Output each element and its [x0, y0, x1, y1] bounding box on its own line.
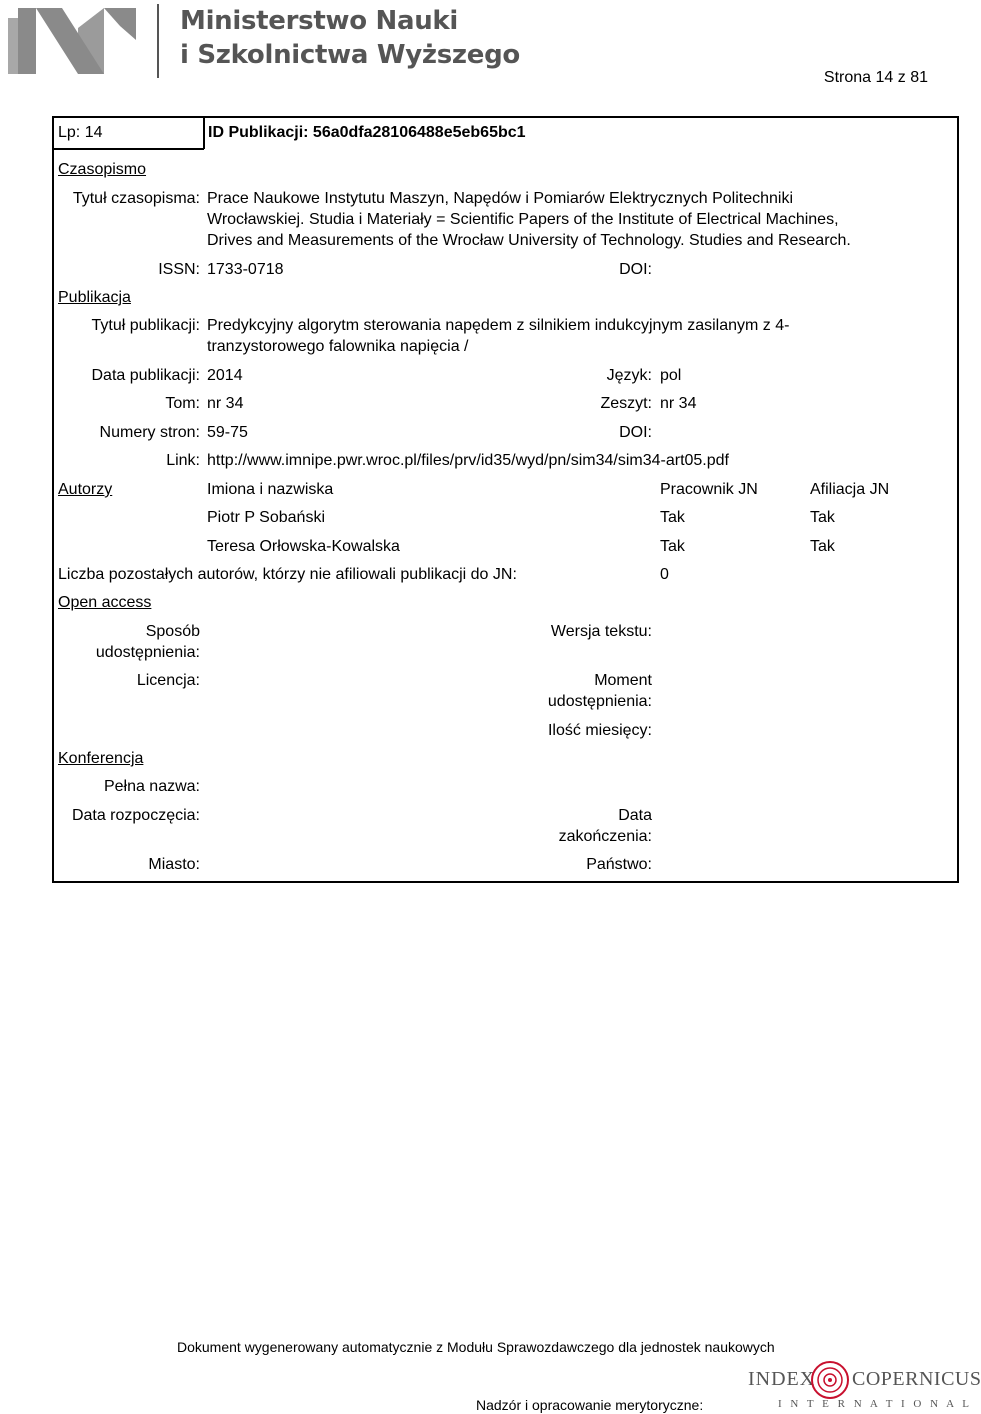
issn-label: ISSN: — [158, 261, 200, 278]
language-value: pol — [660, 367, 682, 384]
page-number: Strona 14 z 81 — [823, 69, 928, 86]
issn-value: 1733-0718 — [207, 261, 284, 278]
other-authors-label: Liczba pozostałych autorów, którzy nie afiliowali publikacji do JN: — [58, 566, 517, 583]
section-open-access: Open access — [58, 594, 152, 611]
journal-doi-label: DOI: — [619, 261, 652, 278]
publication-title-line2: tranzystorowego falownika napięcia / — [207, 338, 469, 355]
ministry-name-line1: Ministerstwo Nauki — [180, 6, 459, 36]
access-moment-label-1: Moment — [594, 672, 652, 689]
ic-international-text: I N T E R N A T I O N A L — [778, 1398, 972, 1410]
id-cell-divider — [203, 117, 205, 149]
publication-doi-label: DOI: — [619, 424, 652, 441]
link-label: Link: — [166, 452, 200, 469]
text-version-label: Wersja tekstu: — [550, 623, 652, 640]
publication-title-line1: Predykcyjny algorytm sterowania napędem z silnikiem indukcyjnym zasilanym z 4- — [207, 317, 790, 334]
publication-date-label: Data publikacji: — [91, 367, 200, 384]
section-conference: Konferencja — [58, 750, 144, 767]
other-authors-value: 0 — [660, 566, 669, 583]
issue-label: Zeszyt: — [600, 395, 652, 412]
publication-title-label: Tytuł publikacji: — [91, 317, 200, 334]
issue-value: nr 34 — [660, 395, 697, 412]
ministry-logo — [8, 8, 136, 74]
author-name: Teresa Orłowska-Kowalska — [207, 538, 400, 555]
pages-label: Numery stron: — [99, 424, 200, 441]
ic-copernicus-text: COPERNICUS — [852, 1368, 981, 1390]
lp-number: Lp: 14 — [58, 124, 103, 141]
authors-col-affiliation: Afiliacja JN — [810, 481, 890, 498]
id-row-line — [53, 148, 204, 150]
conference-country-label: Państwo: — [586, 856, 652, 873]
access-method-label-2: udostępnienia: — [95, 644, 200, 661]
journal-title-line1: Prace Naukowe Instytutu Maszyn, Napędów i Pomiarów Elektrycznych Politechniki — [207, 190, 794, 207]
conference-city-label: Miasto: — [148, 856, 200, 873]
conference-name-label: Pełna nazwa: — [103, 778, 200, 795]
ic-index-text: INDEX — [748, 1368, 816, 1390]
access-method-label-1: Sposób — [145, 623, 200, 640]
author-name: Piotr P Sobański — [207, 509, 325, 526]
volume-label: Tom: — [165, 395, 200, 412]
ministry-logo-icon — [8, 8, 136, 74]
generated-note: Dokument wygenerowany automatycznie z Modułu Sprawozdawczego dla jednostek naukowych — [177, 1339, 775, 1355]
publication-id: ID Publikacji: 56a0dfa28106488e5eb65bc1 — [208, 124, 526, 141]
publication-date: 2014 — [207, 367, 243, 384]
section-publication: Publikacja — [58, 289, 131, 306]
logo-divider — [157, 4, 159, 78]
language-label: Język: — [606, 367, 652, 384]
months-label: Ilość miesięcy: — [547, 722, 652, 739]
journal-title-line2: Wrocławskiej. Studia i Materiały = Scientific Papers of the Institute of Electrical Machines, — [207, 211, 839, 228]
author-employee: Tak — [660, 538, 685, 555]
journal-title-label: Tytuł czasopisma: — [72, 190, 200, 207]
publication-link[interactable]: http://www.imnipe.pwr.wroc.pl/files/prv/id35/wyd/pn/sim34/sim34-art05.pdf — [207, 452, 729, 469]
volume-value: nr 34 — [207, 395, 244, 412]
ic-emblem-icon — [810, 1360, 850, 1400]
conference-end-label-2: zakończenia: — [558, 828, 652, 845]
author-affiliation: Tak — [810, 538, 835, 555]
ministry-name-line2: i Szkolnictwa Wyższego — [180, 40, 520, 70]
conference-start-label: Data rozpoczęcia: — [71, 807, 200, 824]
conference-end-label-1: Data — [618, 807, 652, 824]
authors-col-name: Imiona i nazwiska — [207, 481, 334, 498]
authors-col-employee: Pracownik JN — [660, 481, 758, 498]
license-label: Licencja: — [136, 672, 200, 689]
section-authors: Autorzy — [58, 481, 113, 498]
pages-value: 59-75 — [207, 424, 248, 441]
section-journal: Czasopismo — [58, 161, 147, 178]
author-employee: Tak — [660, 509, 685, 526]
supervision-note: Nadzór i opracowanie merytoryczne: — [476, 1397, 704, 1413]
author-affiliation: Tak — [810, 509, 835, 526]
journal-title-line3: Drives and Measurements of the Wrocław University of Technology. Studies and Research. — [207, 232, 851, 249]
index-copernicus-logo — [748, 1360, 981, 1412]
access-moment-label-2: udostępnienia: — [547, 693, 652, 710]
